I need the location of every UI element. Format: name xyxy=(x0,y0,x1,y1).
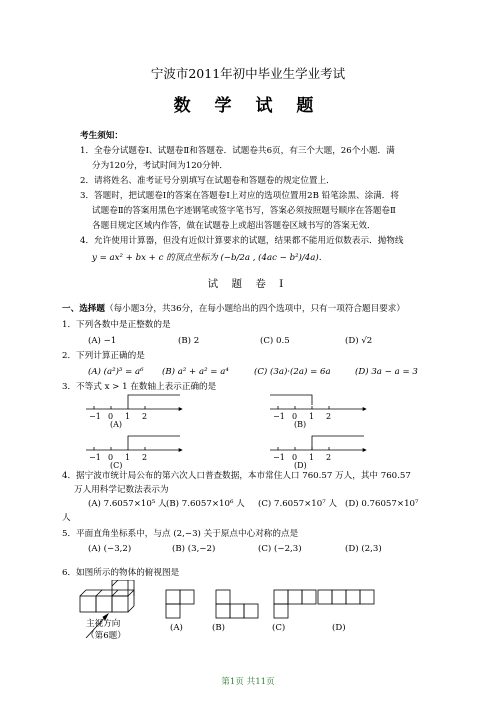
tick-label: 2 xyxy=(326,453,332,462)
note-line: 试题卷Ⅱ的答案用黑色字迹钢笔或签字笔书写，答案必须按照题号顺序在答题卷Ⅱ xyxy=(92,206,396,216)
option-label: (A) xyxy=(110,420,123,429)
q5-option-c: (C) (−2,3) xyxy=(258,544,302,554)
q2-option-a: (A) (a²)³ = a⁶ xyxy=(88,367,144,377)
tick-label: 1 xyxy=(125,453,131,462)
number-line-c xyxy=(86,436,182,470)
tick-label: 0 xyxy=(108,412,114,421)
q6-figures xyxy=(78,580,458,642)
tick-label: 0 xyxy=(108,453,114,462)
q6-option-b: (B) xyxy=(212,623,226,633)
option-label: (B) xyxy=(294,420,307,429)
tick-label: 1 xyxy=(125,412,131,421)
q4-option-c: (C) 7.6057×10⁷ 人 xyxy=(258,499,337,509)
q5-option-a: (A) (−3,2) xyxy=(88,544,132,554)
q4-option-a: (A) 7.6057×10⁵ 人 xyxy=(88,499,167,509)
tick-label: −1 xyxy=(89,453,101,462)
q4-option-d-unit: 人 xyxy=(62,513,71,523)
q5-option-b: (B) (3,−2) xyxy=(172,544,216,554)
note-line: 分为120分，考试时间为120分钟． xyxy=(92,161,228,171)
top-view-a xyxy=(166,590,194,618)
vertex-formula: y = ax² + bx + c 的顶点坐标为 (−b/2a , (4ac − b²)/4a)． xyxy=(92,253,328,263)
number-line-b xyxy=(270,395,366,429)
q4-stem-line1: 4．据宁波市统计局公布的第六次人口普查数据，本市常住人口 760.57 万人，其中 760.57 xyxy=(62,471,411,481)
note-line: 1．全卷分试题卷Ⅰ、试题卷Ⅱ和答题卷．试题卷共6页，有三个大题，26个小题．满 xyxy=(80,146,395,156)
q6-caption-direction: 主视方向 xyxy=(86,619,121,629)
note-line: 4．允许使用计算器，但没有近似计算要求的试题，结果都不能用近似数表示．抛物线 xyxy=(80,236,404,246)
tick-label: 2 xyxy=(326,412,332,421)
tick-label: −1 xyxy=(273,412,285,421)
q5-option-d: (D) (2,3) xyxy=(345,544,382,554)
option-label: (C) xyxy=(110,461,123,470)
note-line: 3．答题时，把试题卷Ⅰ的答案在答题卷Ⅰ上对应的选项位置用2B 铅笔涂黑、涂满．将 xyxy=(80,191,399,201)
q3-number-lines xyxy=(80,392,440,470)
tick-label: 2 xyxy=(142,453,148,462)
top-view-b xyxy=(216,590,258,618)
tick-label: −1 xyxy=(89,412,101,421)
q1-option-d: (D) √2 xyxy=(345,336,373,346)
q1-option-a: (A) −1 xyxy=(88,336,117,346)
q4-option-d: (D) 0.76057×10⁷ xyxy=(345,499,419,509)
note-line: 各题目规定区域内作答，做在试题卷上或超出答题卷区域书写的答案无效． xyxy=(92,221,376,231)
q6-option-c: (C) xyxy=(272,623,286,633)
number-line-a xyxy=(86,395,182,429)
tick-label: 1 xyxy=(309,412,315,421)
top-view-d xyxy=(318,590,374,604)
subject-title: 数 学 试 题 xyxy=(173,96,323,116)
tick-label: −1 xyxy=(273,453,285,462)
top-view-c xyxy=(274,590,316,618)
notes-heading: 考生须知： xyxy=(80,131,123,141)
q1-option-c: (C) 0.5 xyxy=(260,336,290,346)
part-title: 一、选择题 xyxy=(62,304,105,314)
q3-stem: 3．不等式 x > 1 在数轴上表示正确的是 xyxy=(62,382,217,392)
tick-label: 0 xyxy=(292,412,298,421)
q6-option-d: (D) xyxy=(332,623,346,633)
q1-option-b: (B) 2 xyxy=(178,336,200,346)
q2-option-b: (B) a² + a² = a⁴ xyxy=(162,367,229,377)
number-line-d xyxy=(270,436,366,470)
part-heading xyxy=(62,303,405,315)
page-footer: 第1页 共11页 xyxy=(221,677,275,687)
tick-label: 2 xyxy=(142,412,148,421)
q4-option-b: (B) 7.6057×10⁶ 人 xyxy=(166,499,245,509)
option-label: (D) xyxy=(294,461,307,470)
part-desc: （每小题3分，共36分，在每小题给出的四个选项中，只有一项符合题目要求） xyxy=(104,304,405,314)
tick-label: 1 xyxy=(309,453,315,462)
section-title: 试 题 卷 Ⅰ xyxy=(207,278,289,290)
q2-stem: 2．下列计算正确的是 xyxy=(62,351,145,361)
q6-stem: 6．如图所示的物体的俯视图是 xyxy=(62,568,180,578)
q5-stem: 5．平面直角坐标系中，与点 (2,−3) 关于原点中心对称的点是 xyxy=(62,529,299,539)
q4-stem-line2: 万人用科学记数法表示为 xyxy=(74,485,169,495)
q2-option-d: (D) 3a − a = 3 xyxy=(355,367,418,377)
exam-title: 宁波市2011年初中毕业生学业考试 xyxy=(150,66,346,81)
q2-option-c: (C) (3a)·(2a) = 6a xyxy=(254,367,331,377)
q1-stem: 1．下列各数中是正整数的是 xyxy=(62,320,171,330)
q6-caption-figure: （第6题） xyxy=(86,631,126,641)
q6-option-a: (A) xyxy=(170,623,183,633)
note-line: 2．请将姓名、准考证号分别填写在试题卷和答题卷的规定位置上． xyxy=(80,176,335,186)
tick-label: 0 xyxy=(292,453,298,462)
